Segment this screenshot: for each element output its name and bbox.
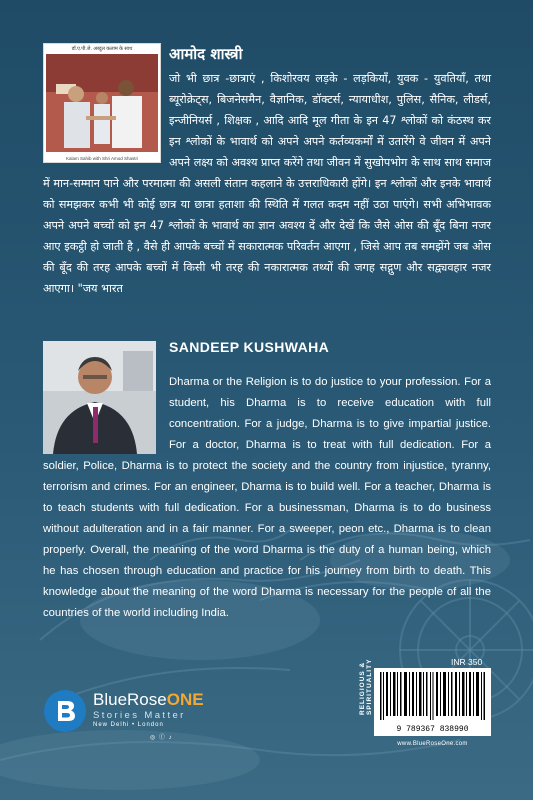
social-icons [150,732,173,741]
photo-caption-top: डॉ.ए.पी.जे. अब्दुल कलाम के साथ [71,46,133,52]
publisher-locations: New Delhi • London [93,722,164,728]
isbn-number: 9 789367 838990 [396,725,469,734]
publisher-name-accent: ONE [166,690,204,709]
genre-line-2: SPIRITUALITY [366,658,373,715]
publisher-name [93,690,204,710]
facebook-icon: ⓕ [158,735,166,741]
price-label: INR 350 [451,657,483,667]
hindi-description [43,68,491,299]
english-description-text: Dharma or the Religion is to do justice to your profession. For a student, his Dharma is to receive education with full concentration. For a judge, Dharma is to give impartial justice. For a doctor, Dharma is to treat with full dedication. For a soldier, Police, Dharma is to protect the society and the country from injustice, tyranny, terrorism and crimes. For an engineer, Dharma is to build well. For a teacher, Dharma is to teach students with full dedication. For a businessman, Dharma is to do business without adulteration and in a fair manner. For a sweeper, peon etc., Dharma is to clean properly. Overall, the meaning of the word Dharma is the duty of a human being, which he has chosen through education and practice for his journey from birth to death. This knowledge about the meaning of the word Dharma is necessary for the people of all the countries of the world including India. [43,376,491,619]
english-author-name: SANDEEP KUSHWAHA [169,339,330,355]
hindi-author-name: आमोद शास्त्री [169,45,243,63]
instagram-icon: ◎ [150,735,157,741]
english-description [43,372,491,624]
hindi-description-text: जो भी छात्र -छात्राएं , किशोरवय लड़के - लड़कियाँ, युवक - युवतियाँ, तथा ब्यूरोक्रेट्स, बिजनेसमैन, वैज्ञानिक, डॉक्टर्स, न्यायाधीश, पुलिस, सैनिक, लीडर्स, इन्जीनियर्स , शिक्षक , आदि आदि मूल गीता के इन 47 श्लोकों को कंठस्थ कर इन श्लोकों के भावार्थ को अपने अपने कर्तव्यकर्मों में उतारेंगे वे जीवन में अपने अपने लक्ष्य को अवश्य प्राप्त करेंगे तथा जीवन में सुखोपभोग के साथ साथ समाज में मान-सम्मान पाने और परमात्मा की असली संतान कहलाने के उत्तराधिकारी होंगे। इन श्लोकों और इनके भावार्थ को समझकर कभी भी कोई छात्र या छात्रा हताशा की स्थिति में गलत कदम नहीं उठा पाएंगे। सभी अभिभावक अपने अपने बच्चों को इन 47 श्लोकों के भावार्थ का ज्ञान अवश्य दें और देखें कि जैसे ओस की बूँद बिना नजर आए इकट्ठी हो जाती है , वैसे ही आपके बच्चों में सकारात्मक परिवर्तन आएगा , जिसे आप तब समझेंगे जब ओस की बूँद की तरह आपके बच्चों में किसी भी तरह की नकारात्मक तथ्यों की जगह सद्गुण और सद्व्यवहार नजर आएगा। "जय भारत [43,72,491,295]
publisher-tagline: Stories Matter [93,710,186,721]
bluerose-logo-icon [44,690,86,732]
barcode-icon [380,672,485,720]
twitter-icon: ♪ [168,735,173,741]
genre-label [359,645,373,715]
photo-caption-bottom: Kalam Sahib with Shri Amod Shastri [65,156,139,161]
isbn-barcode [374,668,491,736]
genre-line-1: RELIGIOUS & [359,661,366,715]
publisher-website: www.BlueRoseOne.com [397,741,468,747]
publisher-name-main: BlueRose [93,690,167,709]
